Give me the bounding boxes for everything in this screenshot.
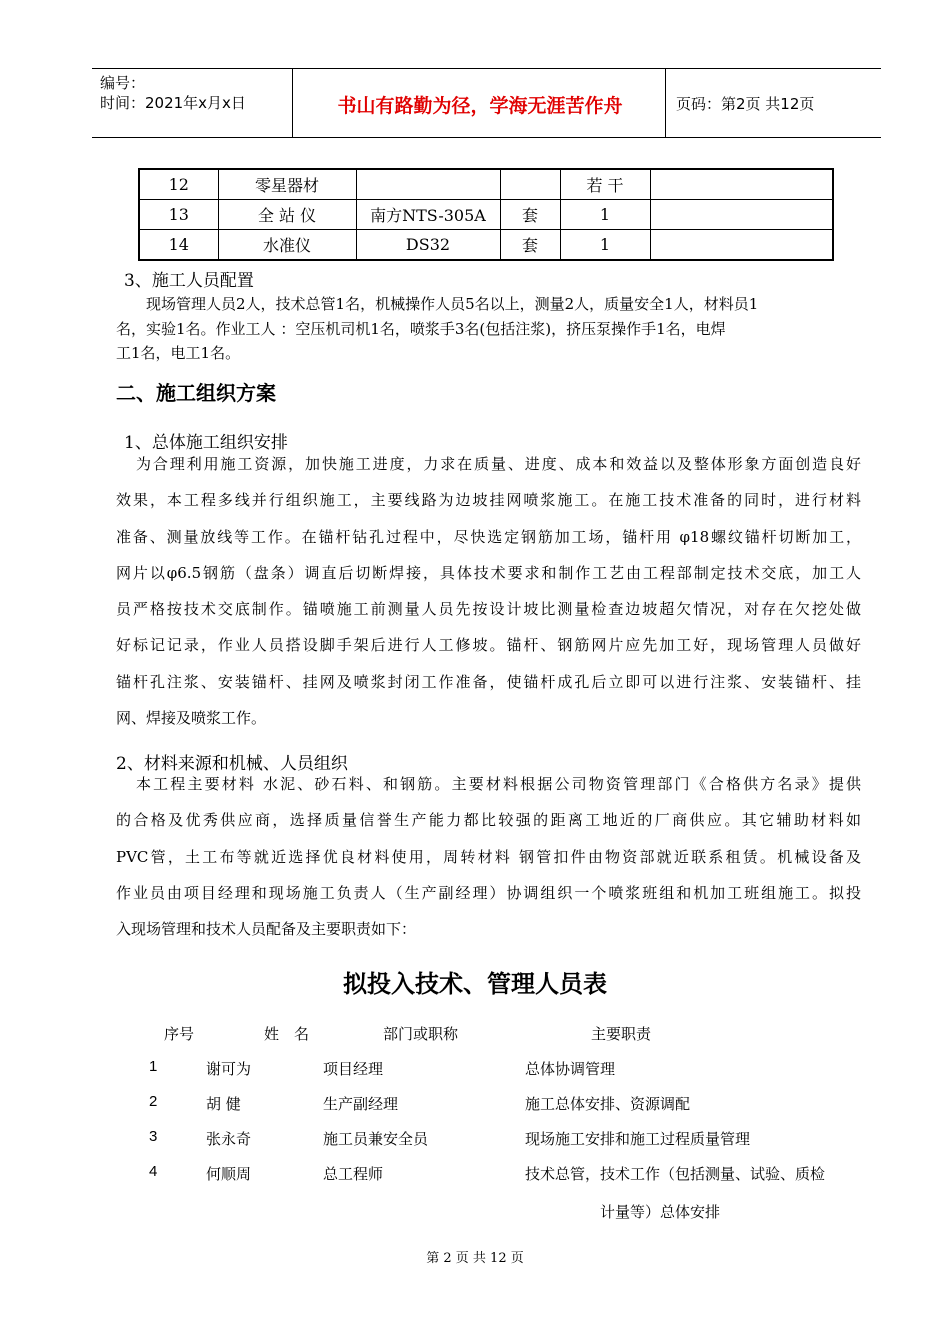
column-header: 主要职责 [591,1025,652,1043]
equipment-cell: 14 [139,230,218,261]
paragraph-organization [116,446,861,736]
equipment-cell: 套 [500,230,560,261]
equipment-table [138,168,834,261]
paragraph-line: PVC管，土工布等就近选择优良材料使用，周转材料 钢管扣件由物资部就近联系租赁。机械设备及 [116,847,861,866]
paragraph-line: 好标记记录，作业人员搭设脚手架后进行人工修坡。锚杆、钢筋网片应先加工好，现场管理人员做好 [116,636,861,655]
equipment-row [139,200,833,230]
equipment-cell: 1 [560,200,650,230]
equipment-cell [650,200,833,230]
subsection-heading: 1、总体施工组织安排 [124,433,288,453]
paragraph-line: 效果，本工程多线并行组织施工，主要线路为边坡挂网喷浆施工。在施工技术准备的同时，进行材料 [116,491,861,510]
equipment-cell: 零星器材 [218,169,356,200]
paragraph-line: 准备、测量放线等工作。在锚杆钻孔过程中，尽快选定钢筋加工场，锚杆用 φ18螺纹锚杆切断加工， [116,527,861,546]
time-label: 时间：2021年x月x日 [100,94,246,112]
paragraph-materials [116,766,861,947]
staffing-line: 工1名，电工1名。 [116,344,241,362]
paragraph-line: 作业员由项目经理和现场施工负责人（生产副经理）协调组织一个喷浆班组和机加工班组施工。拟投 [116,883,861,902]
equipment-cell: 套 [500,200,560,230]
column-header: 部门或职称 [383,1025,459,1043]
paragraph-line: 员严格按技术交底制作。锚喷施工前测量人员先按设计坡比测量检查边坡超欠情况，对存在欠挖处做 [116,600,861,619]
equipment-cell: 12 [139,169,218,200]
header-page-label: 页码：第2页 共12页 [676,95,815,113]
page-header [92,68,881,138]
person-duty: 总体协调管理 [525,1060,616,1078]
paragraph-line: 网片以φ6.5钢筋（盘条）调直后切断焊接，具体技术要求和制作工艺由工程部制定技术交底，加工人 [116,563,861,582]
equipment-cell [500,169,560,200]
person-name: 张永奇 [206,1130,252,1148]
equipment-cell [650,230,833,261]
person-duty: 技术总管，技术工作（包括测量、试验、质检 [525,1165,826,1183]
person-title: 总工程师 [323,1165,384,1183]
row-number: 3 [149,1128,158,1145]
equipment-cell [650,169,833,200]
header-divider [292,69,293,137]
header-motto: 书山有路勤为径，学海无涯苦作舟 [337,95,623,117]
paragraph-line: 为合理利用施工资源，加快施工进度，力求在质量、进度、成本和效益以及整体形象方面创造良好 [136,455,861,473]
paragraph-line: 网、焊接及喷浆工作。 [116,709,267,728]
equipment-cell: 若 干 [560,169,650,200]
header-meta [100,73,246,113]
column-header: 序号 [164,1025,195,1043]
equipment-row [139,230,833,261]
staffing-line: 名，实验1名。作业工人 ：空压机司机1名，喷浆手3名(包括注浆)，挤压泵操作手1名，电焊 [116,320,726,338]
personnel-table-title: 拟投入技术、管理人员表 [343,970,607,998]
equipment-cell: 南方NTS-305A [356,200,500,230]
person-name: 胡 健 [206,1095,241,1113]
equipment-cell: 1 [560,230,650,261]
equipment-cell: 13 [139,200,218,230]
paragraph-line: 锚杆孔注浆、安装锚杆、挂网及喷浆封闭工作准备，使锚杆成孔后立即可以进行注浆、安装锚杆、挂 [116,672,861,691]
subsection-heading: 2、材料来源和机械、人员组织 [116,754,348,774]
person-name: 谢可为 [206,1060,252,1078]
column-header: 姓 名 [264,1025,310,1043]
staffing-line: 现场管理人员2人，技术总管1名，机械操作人员5名以上，测量2人，质量安全1人，材料员1 [146,295,759,313]
equipment-row [139,169,833,200]
person-duty: 现场施工安排和施工过程质量管理 [525,1130,751,1148]
person-duty-continued: 计量等）总体安排 [600,1203,721,1221]
equipment-cell [356,169,500,200]
person-name: 何顺周 [206,1165,252,1183]
page-footer: 第 2 页 共 12 页 [426,1251,524,1266]
row-number: 1 [149,1058,158,1075]
row-number: 4 [149,1163,158,1180]
staffing-heading: 3、施工人员配置 [124,271,254,291]
paragraph-line: 入现场管理和技术人员配备及主要职责如下： [116,920,417,939]
person-title: 施工员兼安全员 [323,1130,429,1148]
equipment-cell: 全 站 仪 [218,200,356,230]
person-title: 项目经理 [323,1060,384,1078]
paragraph-line: 的合格及优秀供应商，选择质量信誉生产能力都比较强的距离工地近的厂商供应。其它辅助材料如 [116,811,861,830]
code-label: 编号： [100,74,146,92]
equipment-cell: 水准仪 [218,230,356,261]
paragraph-line: 本工程主要材料 水泥、砂石料、和钢筋。主要材料根据公司物资管理部门《合格供方名录》提供 [136,775,861,793]
person-duty: 施工总体安排、资源调配 [525,1095,691,1113]
row-number: 2 [149,1093,158,1110]
person-title: 生产副经理 [323,1095,399,1113]
equipment-cell: DS32 [356,230,500,261]
section-title: 二、施工组织方案 [116,381,276,405]
